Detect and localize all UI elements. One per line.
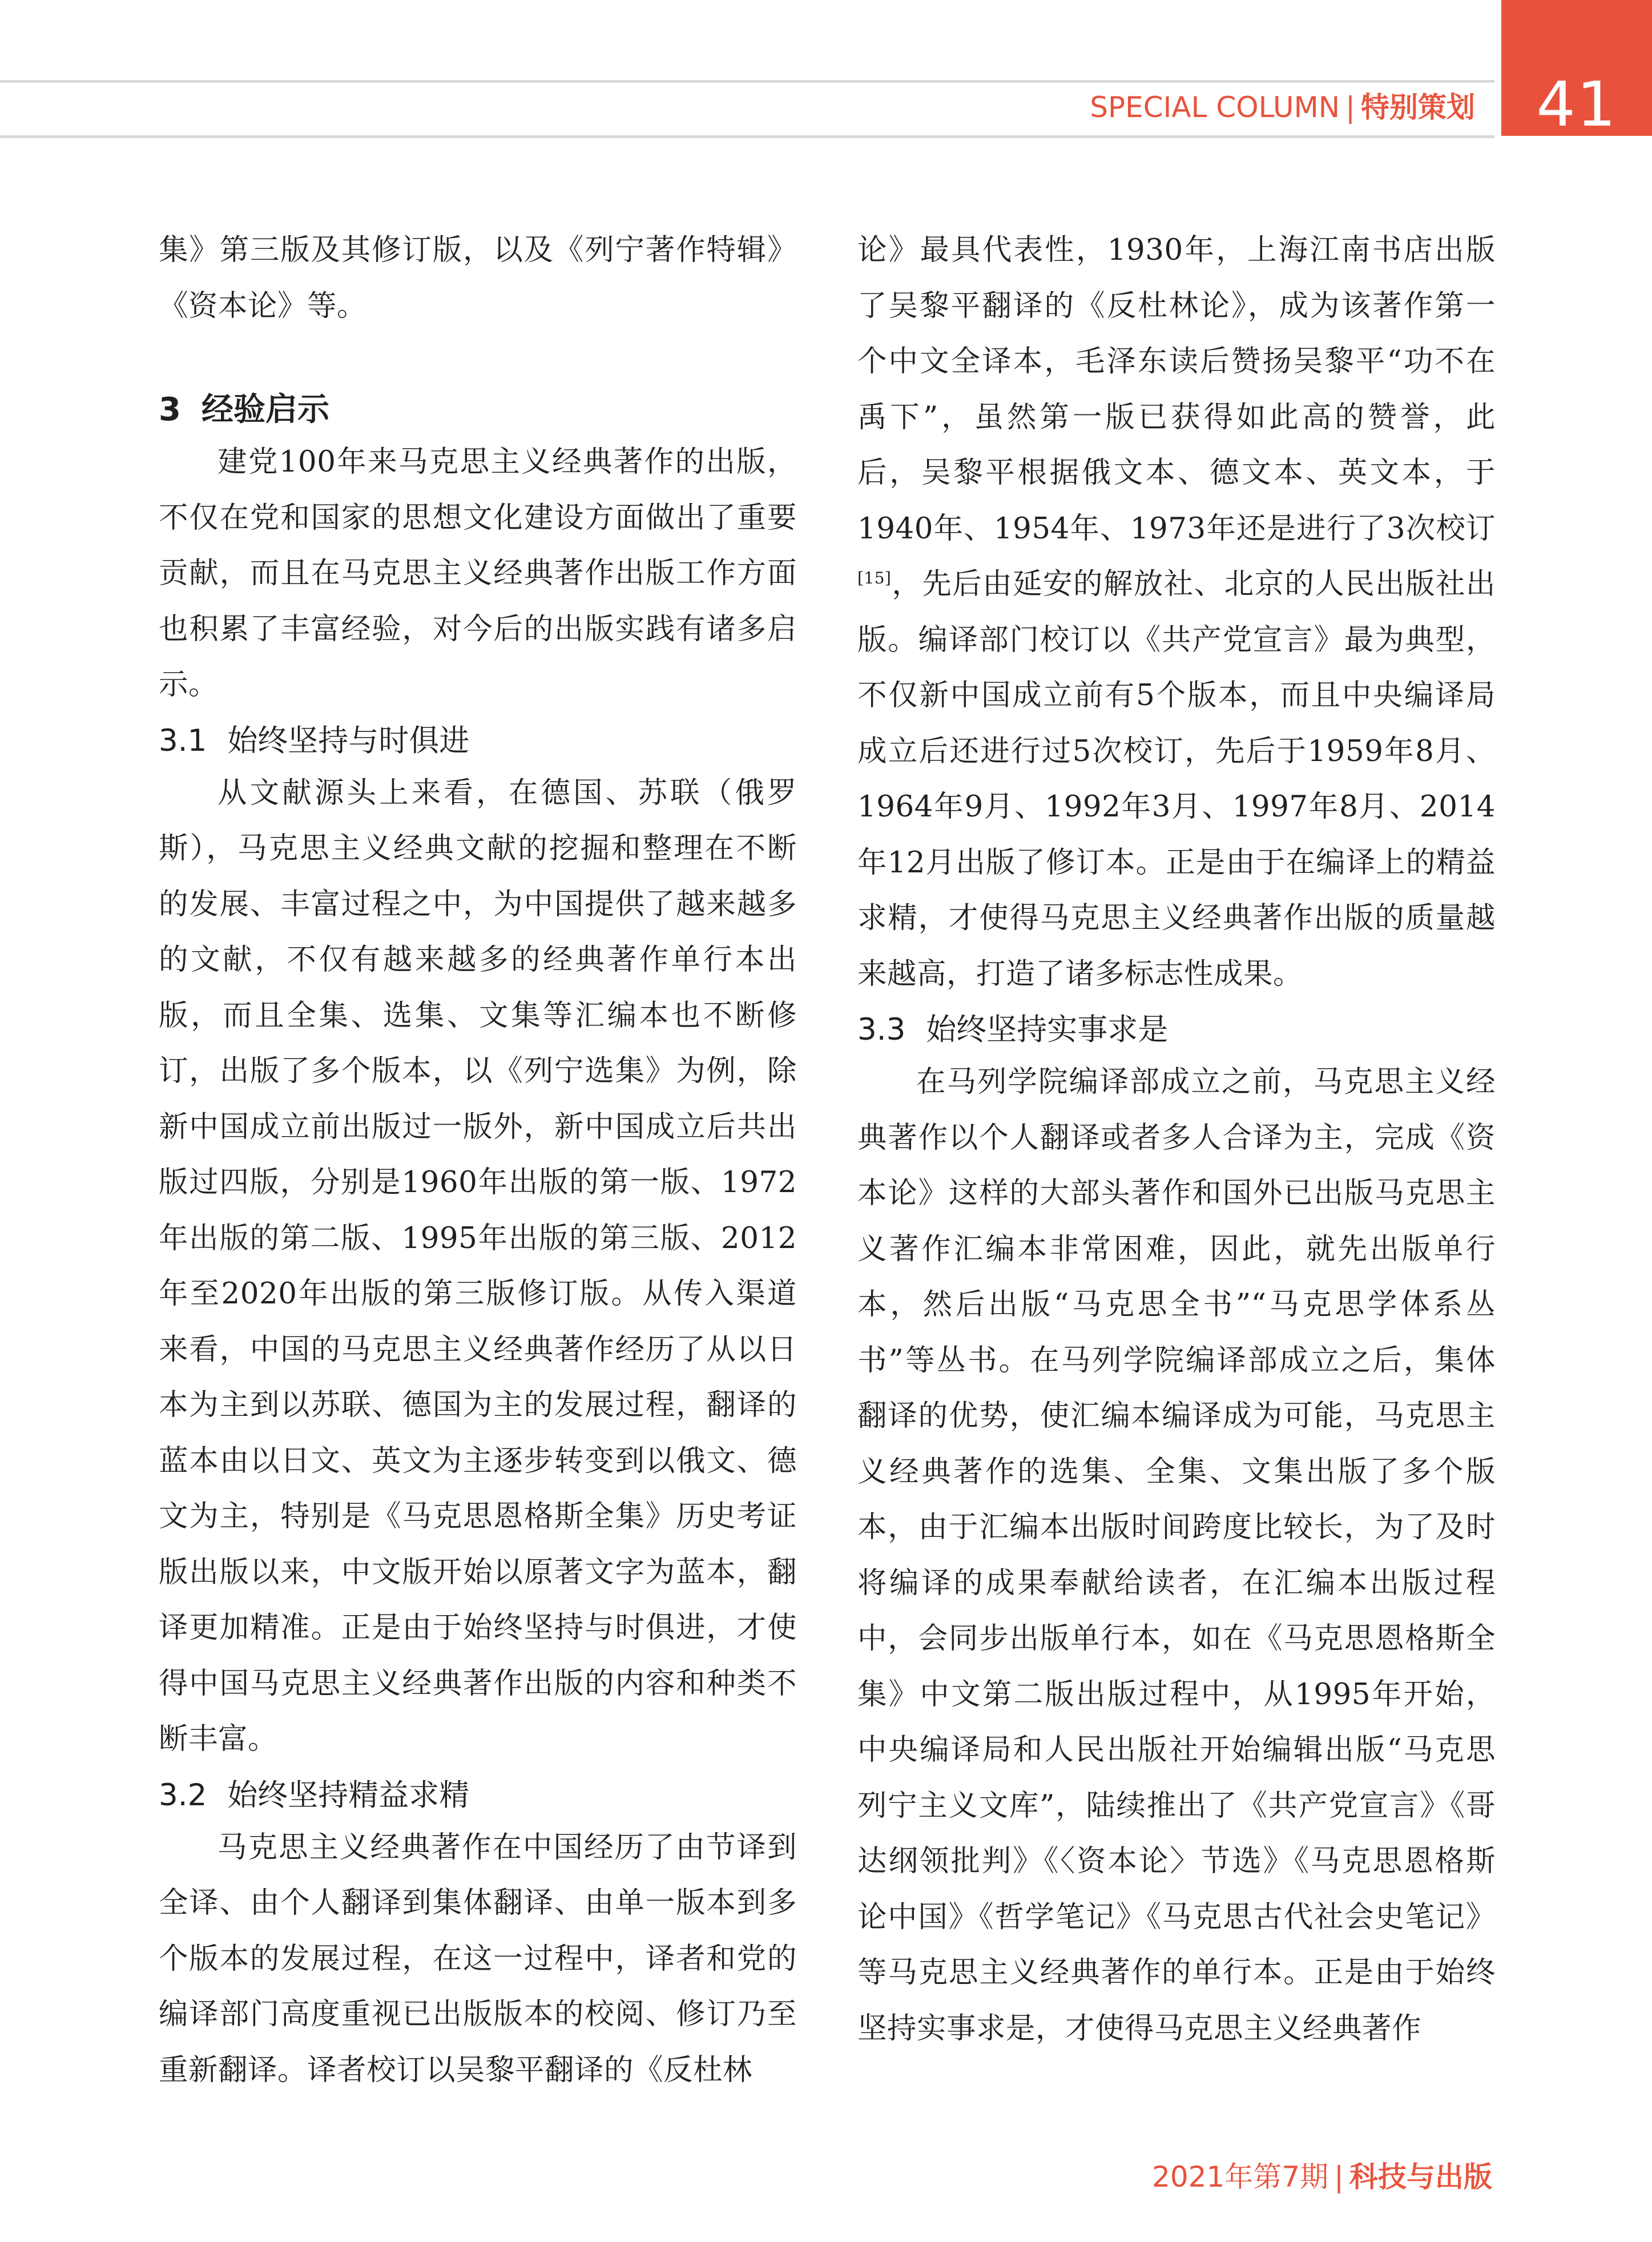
column-name-en: SPECIAL COLUMN [1090, 91, 1340, 124]
page-number: 41 [1536, 69, 1617, 140]
journal-name: 科技与出版 [1349, 2160, 1492, 2193]
paragraph-section-3-2: 马克思主义经典著作在中国经历了由节译到全译、由个人翻译到集体翻译、由单一版本到多个版本的发展过程，在这一过程中，译者和党的编译部门高度重视已出版版本的校阅、修订乃至重新翻译。译者校订以吴黎平翻译的《反杜林 [159, 1830, 797, 2087]
subsection-heading-3-1: 3.1 始终坚持与时俱进 [159, 723, 470, 758]
paragraph-continued: 集》第三版及其修订版，以及《列宁著作特辑》《资本论》等。 [159, 233, 797, 323]
column-name-cn: 特别策划 [1361, 91, 1475, 124]
paragraph-continued-right: 论》最具代表性，1930年，上海江南书店出版了吴黎平翻译的《反杜林论》，成为该著作第一个中文全译本，毛泽东读后赞扬吴黎平“功不在禹下”，虽然第一版已获得如此高的赞誉，此后，吴黎平根据俄文本、德文本、英文本，于1940年、1954年、1973年还是进行了3次校订[15]，先后由延安的解放社、北京的人民出版社出版。编译部门校订以《共产党宣言》最为典型，不仅新中国成立前有5个版本，而且中央编译局成立后还进行过5次校订，先后于1959年8月、1964年9月、1992年3月、1997年8月、2014年12月出版了修订本。正是由于在编译上的精益求精，才使得马克思主义经典著作出版的质量越来越高，打造了诸多标志性成果。 [857, 233, 1496, 991]
header-rule-bottom [0, 135, 1494, 138]
footer-separator: | [1334, 2160, 1344, 2193]
page-footer [1152, 2157, 1492, 2197]
section-heading-3: 3 经验启示 [159, 391, 329, 428]
citation-ref: [15] [857, 568, 892, 587]
running-head-separator: | [1345, 91, 1355, 124]
running-head [1090, 87, 1475, 128]
subsection-heading-3-3: 3.3 始终坚持实事求是 [857, 1012, 1169, 1047]
paragraph-section-3-3: 在马列学院编译部成立之前，马克思主义经典著作以个人翻译或者多人合译为主，完成《资本论》这样的大部头著作和国外已出版马克思主义著作汇编本非常困难，因此，就先出版单行本，然后出版“马克思全书”“马克思学体系丛书”等丛书。在马列学院编译部成立之后，集体翻译的优势，使汇编本编译成为可能，马克思主义经典著作的选集、全集、文集出版了多个版本，由于汇编本出版时间跨度比较长，为了及时将编译的成果奉献给读者，在汇编本出版过程中，会同步出版单行本，如在《马克思恩格斯全集》中文第二版出版过程中，从1995年开始，中央编译局和人民出版社开始编辑出版“马克思列宁主义文库”，陆续推出了《共产党宣言》《哥达纲领批判》《〈资本论〉节选》《马克思恩格斯论中国》《哲学笔记》《马克思古代社会史笔记》等马克思主义经典著作的单行本。正是由于始终坚持实事求是，才使得马克思主义经典著作 [857, 1065, 1496, 2046]
paragraph-section-3-1: 从文献源头上来看，在德国、苏联（俄罗斯），马克思主义经典文献的挖掘和整理在不断的发展、丰富过程之中，为中国提供了越来越多的文献，不仅有越来越多的经典著作单行本出版，而且全集、选集、文集等汇编本也不断修订，出版了多个版本，以《列宁选集》为例，除新中国成立前出版过一版外，新中国成立后共出版过四版，分别是1960年出版的第一版、1972年出版的第二版、1995年出版的第三版、2012年至2020年出版的第三版修订版。从传入渠道来看，中国的马克思主义经典著作经历了从以日本为主到以苏联、德国为主的发展过程，翻译的蓝本由以日文、英文为主逐步转变到以俄文、德文为主，特别是《马克思恩格斯全集》历史考证版出版以来，中文版开始以原著文字为蓝本，翻译更加精准。正是由于始终坚持与时俱进，才使得中国马克思主义经典著作出版的内容和种类不断丰富。 [159, 775, 797, 1756]
left-column [159, 223, 797, 2098]
issue-label: 2021年第7期 [1152, 2160, 1329, 2193]
paragraph-section-3: 建党100年来马克思主义经典著作的出版，不仅在党和国家的思想文化建设方面做出了重要贡献，而且在马克思主义经典著作出版工作方面也积累了丰富经验，对今后的出版实践有诸多启示。 [159, 445, 797, 702]
right-column [857, 223, 1496, 2056]
subsection-heading-3-2: 3.2 始终坚持精益求精 [159, 1777, 470, 1813]
header-rule-top [0, 80, 1494, 83]
